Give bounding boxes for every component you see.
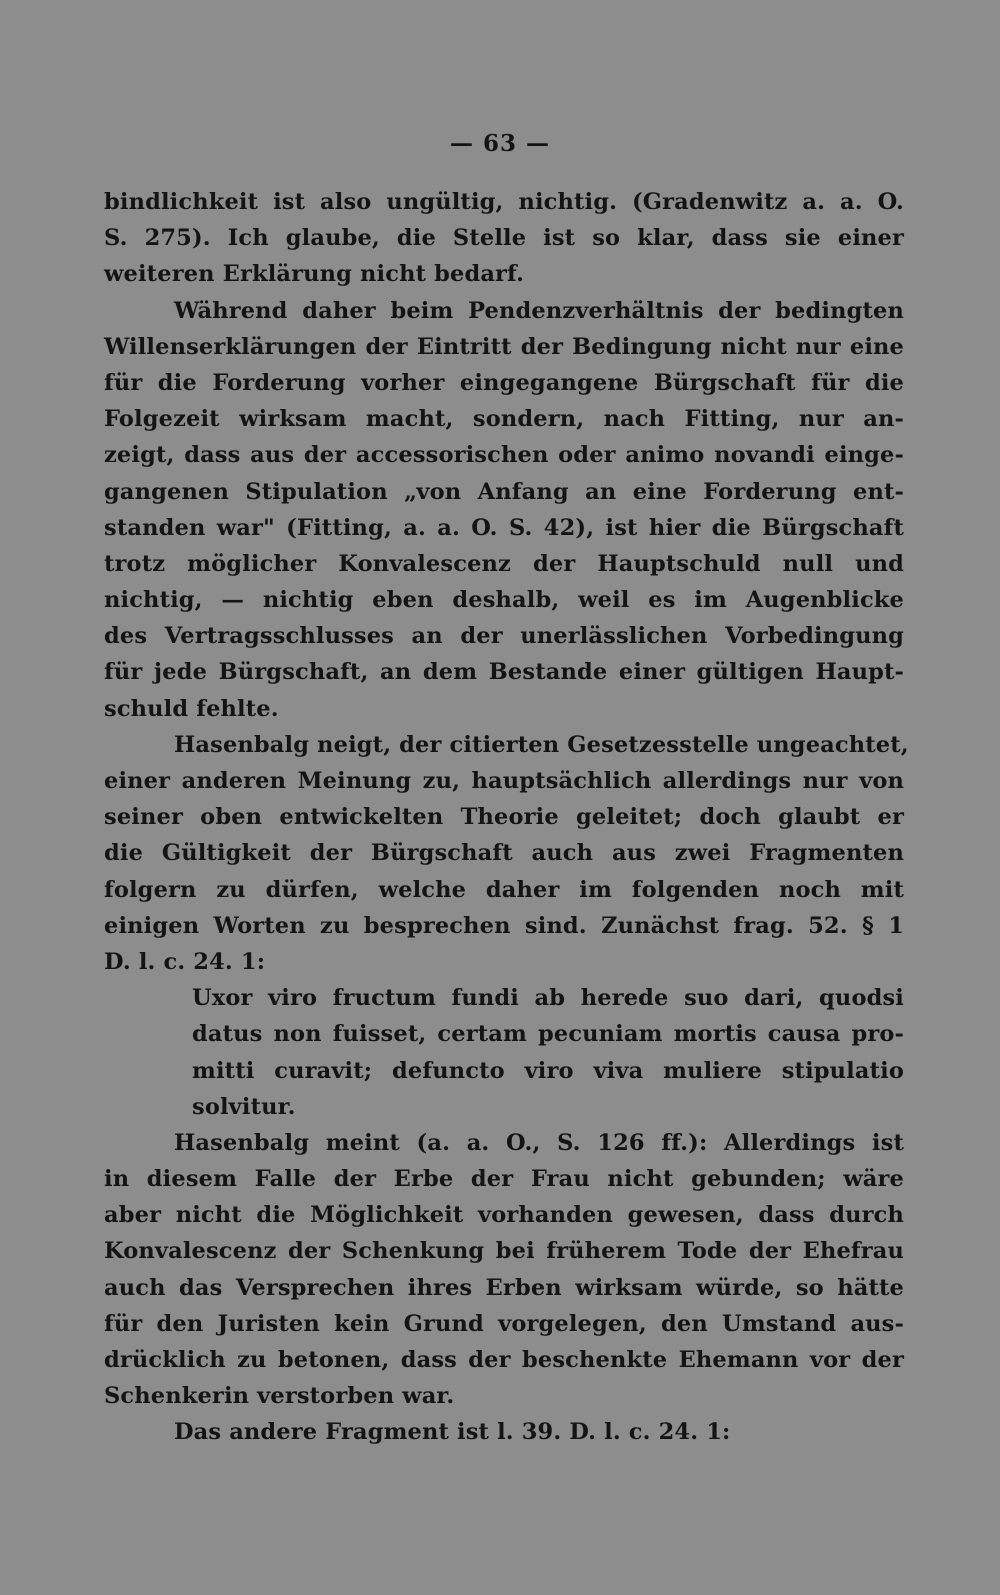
text-line: S. 275). Ich glaube, die Stelle ist so klar, dass sie einer bbox=[104, 225, 904, 252]
paragraph bbox=[104, 727, 909, 980]
text-line: für die Forderung vorher eingegangene Bürgschaft für die bbox=[104, 369, 904, 396]
text-line: Das andere Fragment ist l. 39. D. l. c. 24. 1: bbox=[174, 1419, 731, 1446]
text-line: aber nicht die Möglichkeit vorhanden gewesen, dass durch bbox=[104, 1202, 904, 1229]
text-line: Schenkerin verstorben war. bbox=[104, 1383, 455, 1410]
text-line: auch das Versprechen ihres Erben wirksam würde, so hätte bbox=[104, 1274, 904, 1301]
text-line: Hasenbalg meint (a. a. O., S. 126 ff.): Allerdings ist bbox=[174, 1129, 904, 1156]
text-line: schuld fehlte. bbox=[104, 695, 279, 722]
paragraph bbox=[104, 184, 904, 293]
text-line: folgern zu dürfen, welche daher im folgenden noch mit bbox=[104, 876, 904, 903]
text-line: Konvalescenz der Schenkung bei früherem Tode der Ehefrau bbox=[104, 1238, 904, 1265]
text-line: zeigt, dass aus der accessorischen oder animo novandi einge- bbox=[104, 442, 904, 469]
text-line: Willenserklärungen der Eintritt der Bedingung nicht nur eine bbox=[104, 333, 904, 360]
text-line: einigen Worten zu besprechen sind. Zunächst frag. 52. § 1 bbox=[104, 912, 904, 939]
quote-block bbox=[104, 980, 904, 1125]
text-line: bindlichkeit ist also ungültig, nichtig. (Gradenwitz a. a. O. bbox=[104, 189, 904, 215]
page-text bbox=[104, 184, 909, 1451]
text-line: gangenen Stipulation „von Anfang an eine Forderung ent- bbox=[104, 478, 904, 505]
text-line: Folgezeit wirksam macht, sondern, nach Fitting, nur an- bbox=[104, 406, 904, 433]
text-line: seiner oben entwickelten Theorie geleitet; doch glaubt er bbox=[104, 804, 904, 831]
text-line: mitti curavit; defuncto viro viva muliere stipulatio bbox=[192, 1057, 904, 1084]
text-line: Uxor viro fructum fundi ab herede suo dari, quodsi bbox=[192, 985, 904, 1012]
text-line: für den Juristen kein Grund vorgelegen, den Umstand aus- bbox=[104, 1310, 904, 1337]
text-line: für jede Bürgschaft, an dem Bestande einer gültigen Haupt- bbox=[104, 659, 904, 686]
text-line: solvitur. bbox=[192, 1093, 296, 1120]
text-line: datus non fuisset, certam pecuniam mortis causa pro- bbox=[192, 1021, 904, 1048]
text-line: standen war" (Fitting, a. a. O. S. 42), ist hier die Bürgschaft bbox=[104, 514, 904, 541]
text-line: des Vertragsschlusses an der unerlässlichen Vorbedingung bbox=[104, 623, 904, 650]
paragraph bbox=[104, 1125, 904, 1415]
text-line: einer anderen Meinung zu, hauptsächlich allerdings nur von bbox=[104, 768, 904, 794]
text-line: weiteren Erklärung nicht bedarf. bbox=[104, 261, 525, 288]
text-line: drücklich zu betonen, dass der beschenkte Ehemann vor der bbox=[104, 1347, 904, 1373]
text-line: Hasenbalg neigt, der citierten Gesetzesstelle ungeachtet, bbox=[174, 731, 909, 758]
text-line: die Gültigkeit der Bürgschaft auch aus zwei Fragmenten bbox=[104, 840, 904, 867]
text-line: in diesem Falle der Erbe der Frau nicht gebunden; wäre bbox=[104, 1166, 904, 1193]
paragraph bbox=[104, 293, 904, 727]
text-line: Während daher beim Pendenzverhältnis der bedingten bbox=[174, 297, 904, 324]
text-line: nichtig, — nichtig eben deshalb, weil es im Augenblicke bbox=[104, 587, 904, 614]
text-line: D. l. c. 24. 1: bbox=[104, 948, 266, 975]
text-line: trotz möglicher Konvalescenz der Hauptschuld null und bbox=[104, 550, 904, 577]
page-number: — 63 — bbox=[449, 130, 551, 157]
paragraph bbox=[104, 1414, 904, 1450]
